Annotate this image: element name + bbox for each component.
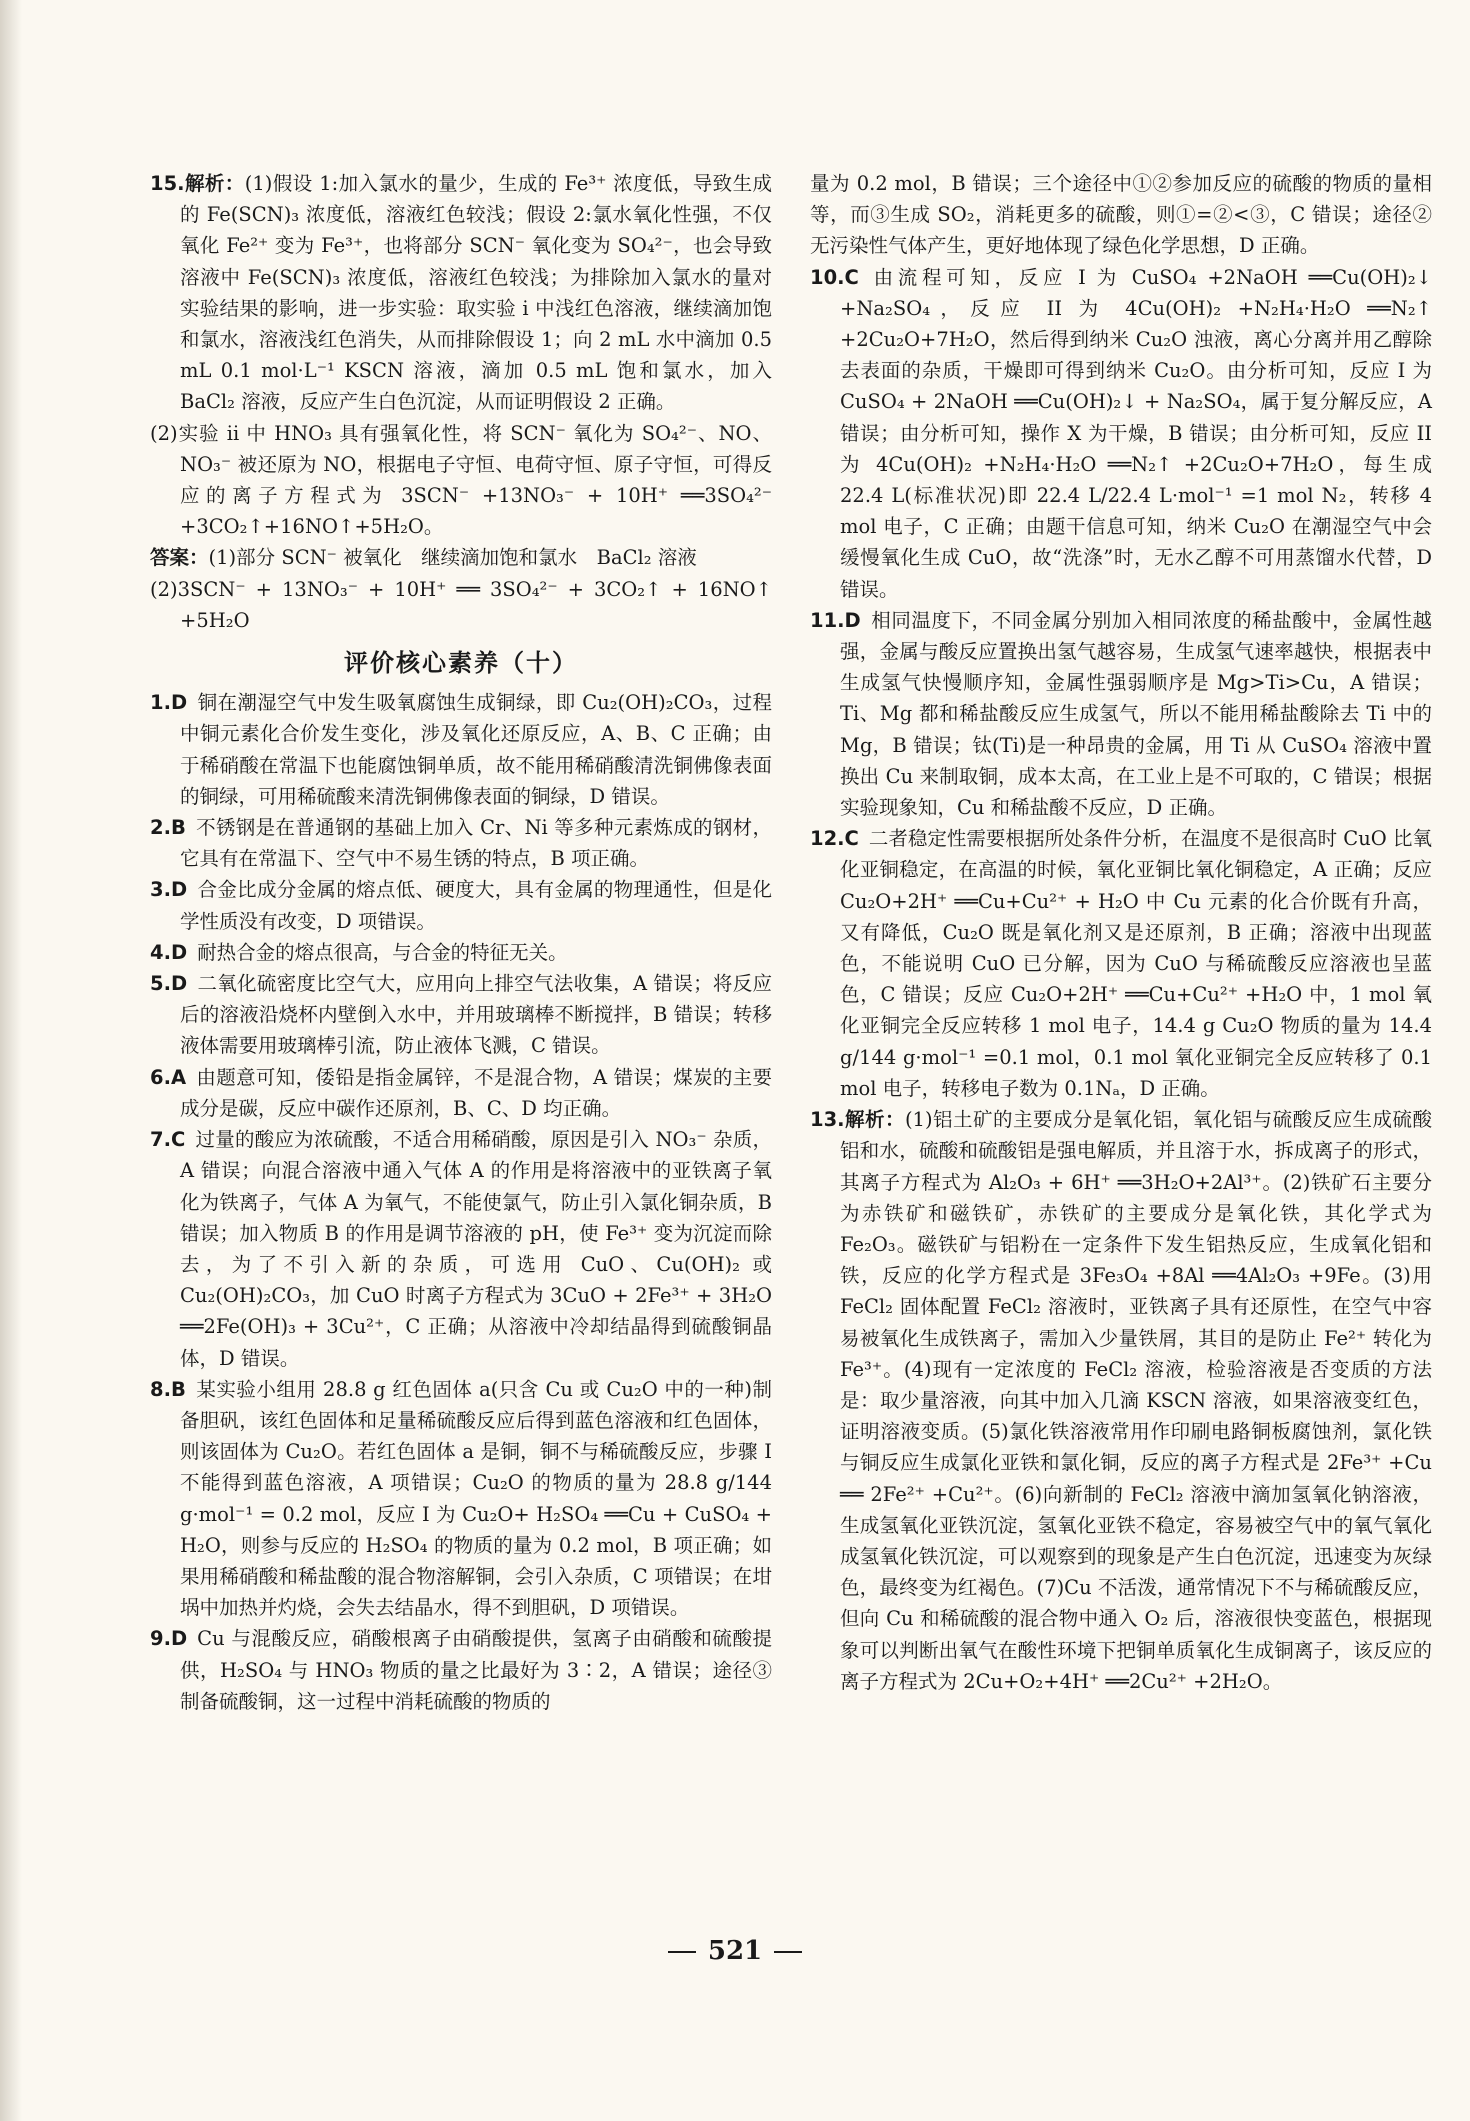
answer-item-7 — [150, 1124, 772, 1374]
question-15-part-2 — [150, 418, 772, 543]
answer-number: 5.D — [150, 972, 188, 996]
answer-explanation: 二氧化硫密度比空气大，应用向上排空气法收集，A 错误；将反应后的溶液沿烧杯内壁倒入水中，并用玻璃棒不断搅拌，B 错误；转移液体需要用玻璃棒引流，防止液体飞溅，C 错误。 — [180, 972, 772, 1058]
answer-number: 7.C — [150, 1128, 186, 1152]
answer-item-9 — [150, 1623, 772, 1717]
answer-explanation: Cu 与混酸反应，硝酸根离子由硝酸提供，氢离子由硝酸和硫酸提供，H₂SO₄ 与 HNO₃ 物质的量之比最好为 3∶2，A 错误；途径③制备硫酸铜，这一过程中消耗硫酸的物质的 — [180, 1627, 772, 1713]
analysis-text-1: (1)假设 1:加入氯水的量少，生成的 Fe³⁺ 浓度低，导致生成的 Fe(SCN)₃ 浓度低，溶液红色较浅；假设 2:氯水氧化性强，不仅氧化 Fe²⁺ 变为 Fe³⁺，也将部分 SCN⁻ 氧化变为 SO₄²⁻，也会导致溶液中 Fe(SCN)₃ 浓度低，溶液红色较浅；为排除加入氯水的量对实验结果的影响，进一步实验：取实验 i 中浅红色溶液，继续滴加饱和氯水，溶液浅红色消失，从而排除假设 1；向 2 mL 水中滴加 0.5 mL 0.1 mol·L⁻¹ KSCN 溶液，滴加 0.5 mL 饱和氯水，加入 BaCl₂ 溶液，反应产生白色沉淀，从而证明假设 2 正确。 — [180, 172, 772, 414]
answer-explanation: 由题意可知，倭铅是指金属锌，不是混合物，A 错误；煤炭的主要成分是碳，反应中碳作还原剂，B、C、D 均正确。 — [180, 1065, 772, 1120]
answer-number: 6.A — [150, 1065, 187, 1089]
page-number: 521 — [707, 1936, 763, 1966]
question-15 — [150, 168, 772, 636]
analysis-label: 解析： — [184, 172, 245, 195]
answer-item-8 — [150, 1374, 772, 1624]
answer-number: 11.D — [810, 608, 861, 632]
footer-dash-left — [668, 1951, 696, 1953]
answer-number: 4.D — [150, 940, 188, 964]
answer-label: 答案： — [150, 546, 209, 570]
left-column — [150, 168, 772, 1717]
answer-explanation: 由流程可知，反应 I 为 CuSO₄ +2NaOH ══Cu(OH)₂↓ +Na₂SO₄，反应 II 为 4Cu(OH)₂ +N₂H₄·H₂O ══N₂↑ +2Cu₂O+7H₂O，然后得到纳米 Cu₂O 浊液，离心分离并用乙醇除去表面的杂质，干燥即可得到纳米 Cu₂O。由分析可知，反应 I 为 CuSO₄ + 2NaOH ══Cu(OH)₂↓ + Na₂SO₄，属于复分解反应，A 错误；由分析可知，操作 X 为干燥，B 错误；由分析可知，反应 II 为 4Cu(OH)₂ +N₂H₄·H₂O ══N₂↑ +2Cu₂O+7H₂O，每生成 22.4 L(标准状况)即 22.4 L/22.4 L·mol⁻¹ =1 mol N₂，转移 4 mol 电子，C 正确；由题干信息可知，纳米 Cu₂O 在潮湿空气中会缓慢氧化生成 CuO，故“洗涤”时，无水乙醇不可用蒸馏水代替，D 错误。 — [840, 265, 1432, 601]
answer-number: 1.D — [150, 691, 188, 715]
answer-explanation: 二者稳定性需要根据所处条件分析，在温度不是很高时 CuO 比氧化亚铜稳定，在高温的时候，氧化亚铜比氧化铜稳定，A 正确；反应 Cu₂O+2H⁺ ══Cu+Cu²⁺ + H₂O 中 Cu 元素的化合价既有升高，又有降低，Cu₂O 既是氧化剂又是还原剂，B 正确；溶液中出现蓝色，不能说明 CuO 已分解，因为 CuO 与稀硫酸反应溶液也呈蓝色，C 错误；反应 Cu₂O+2H⁺ ══Cu+Cu²⁺ +H₂O 中，1 mol 氧化亚铜完全反应转移 1 mol 电子，14.4 g Cu₂O 物质的量为 14.4 g/144 g·mol⁻¹ =0.1 mol，0.1 mol 氧化亚铜完全反应转移了 0.1 mol 电子，转移电子数为 0.1Nₐ，D 正确。 — [840, 827, 1432, 1100]
answer-item-1 — [150, 687, 772, 812]
footer-dash-right — [774, 1951, 802, 1953]
answer-item-11 — [810, 605, 1432, 823]
answer-item-9-continued — [810, 168, 1432, 262]
answer-explanation: (1)铝土矿的主要成分是氧化铝，氧化铝与硫酸反应生成硫酸铝和水，硫酸和硫酸铝是强电解质，并且溶于水，拆成离子的形式，其离子方程式为 Al₂O₃ + 6H⁺ ══3H₂O+2Al³⁺。(2)铁矿石主要分为赤铁矿和磁铁矿，赤铁矿的主要成分是氧化铁，其化学式为 Fe₂O₃。磁铁矿与铝粉在一定条件下发生铝热反应，生成氧化铝和铁，反应的化学方程式是 3Fe₃O₄ +8Al ══4Al₂O₃ +9Fe。(3)用 FeCl₂ 固体配置 FeCl₂ 溶液时，亚铁离子具有还原性，在空气中容易被氧化生成铁离子，需加入少量铁屑，其目的是防止 Fe²⁺ 转化为 Fe³⁺。(4)现有一定浓度的 FeCl₂ 溶液，检验溶液是否变质的方法是：取少量溶液，向其中加入几滴 KSCN 溶液，如果溶液变红色，证明溶液变质。(5)氯化铁溶液常用作印刷电路铜板腐蚀剂，氯化铁与铜反应生成氯化亚铁和氯化铜，反应的离子方程式是 2Fe³⁺ +Cu ══ 2Fe²⁺ +Cu²⁺。(6)向新制的 FeCl₂ 溶液中滴加氢氧化钠溶液，生成氢氧化亚铁沉淀，氢氧化亚铁不稳定，容易被空气中的氧气氧化成氢氧化铁沉淀，可以观察到的现象是产生白色沉淀，迅速变为灰绿色，最终变为红褐色。(7)Cu 不活泼，通常情况下不与稀硫酸反应，但向 Cu 和稀硫酸的混合物中通入 O₂ 后，溶液很快变蓝色，根据现象可以判断出氧气在酸性环境下把铜单质氧化生成铜离子，该反应的离子方程式为 2Cu+O₂+4H⁺ ══2Cu²⁺ +2H₂O。 — [840, 1108, 1432, 1693]
answer-item-6 — [150, 1062, 772, 1124]
answer-explanation: 不锈钢是在普通钢的基础上加入 Cr、Ni 等多种元素炼成的钢材，它具有在常温下、空气中不易生锈的特点，B 项正确。 — [180, 816, 772, 871]
answer-item-5 — [150, 968, 772, 1062]
answer-explanation: 铜在潮湿空气中发生吸氧腐蚀生成铜绿，即 Cu₂(OH)₂CO₃，过程中铜元素化合价发生变化，涉及氧化还原反应，A、B、C 正确；由于稀硝酸在常温下也能腐蚀铜单质，故不能用稀硝酸清洗铜佛像表面的铜绿，可用稀硫酸来清洗铜佛像表面的铜绿，D 错误。 — [180, 691, 772, 808]
question-number: 15. — [150, 172, 185, 195]
answer-item-3 — [150, 874, 772, 936]
answer-explanation: 某实验小组用 28.8 g 红色固体 a(只含 Cu 或 Cu₂O 中的一种)制备胆矾，该红色固体和足量稀硫酸反应后得到蓝色溶液和红色固体，则该固体为 Cu₂O。若红色固体 a 是铜，铜不与稀硫酸反应，步骤 I 不能得到蓝色溶液，A 项错误；Cu₂O 的物质的量为 28.8 g/144 g·mol⁻¹ = 0.2 mol，反应 I 为 Cu₂O+ H₂SO₄ ══Cu + CuSO₄ + H₂O，则参与反应的 H₂SO₄ 的物质的量为 0.2 mol，B 项正确；如果用稀硝酸和稀盐酸的混合物溶解铜，会引入杂质，C 项错误；在坩埚中加热并灼烧，会失去结晶水，得不到胆矾，D 项错误。 — [180, 1377, 772, 1620]
page-footer — [0, 1936, 1470, 1966]
answer-explanation: 相同温度下，不同金属分别加入相同浓度的稀盐酸中，金属性越强，金属与酸反应置换出氢气越容易，生成氢气速率越快，根据表中生成氢气快慢顺序知，金属性强弱顺序是 Mg>Ti>Cu，A 错误；Ti、Mg 都和稀盐酸反应生成氢气，所以不能用稀盐酸除去 Ti 中的 Mg，B 错误；钛(Ti)是一种昂贵的金属，用 Ti 从 CuSO₄ 溶液中置换出 Cu 来制取铜，成本太高，在工业上是不可取的，C 错误；根据实验现象知，Cu 和稀盐酸不反应，D 正确。 — [840, 608, 1432, 820]
question-15-answer — [150, 542, 772, 573]
answer-text-1: (1)部分 SCN⁻ 被氧化 继续滴加饱和氯水 BaCl₂ 溶液 — [208, 546, 697, 570]
binding-shadow — [0, 0, 22, 2121]
answer-item-10 — [810, 262, 1432, 605]
analysis-text-2: (2)实验 ii 中 HNO₃ 具有强氧化性，将 SCN⁻ 氧化为 SO₄²⁻、NO、NO₃⁻ 被还原为 NO，根据电子守恒、电荷守恒、原子守恒，可得反应的离子方程式为 3SCN⁻ +13NO₃⁻ + 10H⁺ ══3SO₄²⁻ +3CO₂↑+16NO↑+5H₂O。 — [150, 421, 772, 539]
answer-number: 8.B — [150, 1377, 186, 1401]
answer-item-12 — [810, 823, 1432, 1104]
section-title: 评价核心素养（十） — [344, 649, 578, 678]
answer-item-13 — [810, 1104, 1432, 1697]
answer-number: 10.C — [810, 265, 859, 289]
answer-item-4 — [150, 937, 772, 968]
question-15-analysis — [150, 168, 772, 418]
answer-explanation: 量为 0.2 mol，B 错误；三个途径中①②参加反应的硫酸的物质的量相等，而③生成 SO₂，消耗更多的硫酸，则①=②<③，C 错误；途径②无污染性气体产生，更好地体现了绿色化学思想，D 正确。 — [810, 172, 1432, 258]
answer-number: 2.B — [150, 816, 186, 840]
analysis-label: 解析： — [844, 1108, 905, 1132]
answer-explanation: 合金比成分金属的熔点低、硬度大，具有金属的物理通性，但是化学性质没有改变，D 项错误。 — [180, 878, 772, 933]
answer-item-2 — [150, 812, 772, 874]
right-column — [810, 168, 1432, 1697]
answer-number: 3.D — [150, 878, 188, 902]
answer-number: 12.C — [810, 827, 859, 851]
answer-explanation: 过量的酸应为浓硫酸，不适合用稀硝酸，原因是引入 NO₃⁻ 杂质，A 错误；向混合溶液中通入气体 A 的作用是将溶液中的亚铁离子氧化为铁离子，气体 A 为氧气，不能使氯气，防止引入氯化铜杂质，B 错误；加入物质 B 的作用是调节溶液的 pH，使 Fe³⁺ 变为沉淀而除去，为了不引入新的杂质，可选用 CuO、Cu(OH)₂ 或 Cu₂(OH)₂CO₃，加 CuO 时离子方程式为 3CuO + 2Fe³⁺ + 3H₂O ══2Fe(OH)₃ + 3Cu²⁺，C 正确；从溶液中冷却结晶得到硫酸铜晶体，D 错误。 — [180, 1128, 772, 1370]
answer-explanation: 耐热合金的熔点很高，与合金的特征无关。 — [197, 940, 568, 964]
answer-text-2: (2)3SCN⁻ + 13NO₃⁻ + 10H⁺ ══ 3SO₄²⁻ + 3CO₂↑ + 16NO↑ +5H₂O — [150, 577, 772, 632]
question-15-answer-2 — [150, 574, 772, 636]
answer-number: 13. — [810, 1108, 845, 1132]
answer-number: 9.D — [150, 1627, 188, 1651]
